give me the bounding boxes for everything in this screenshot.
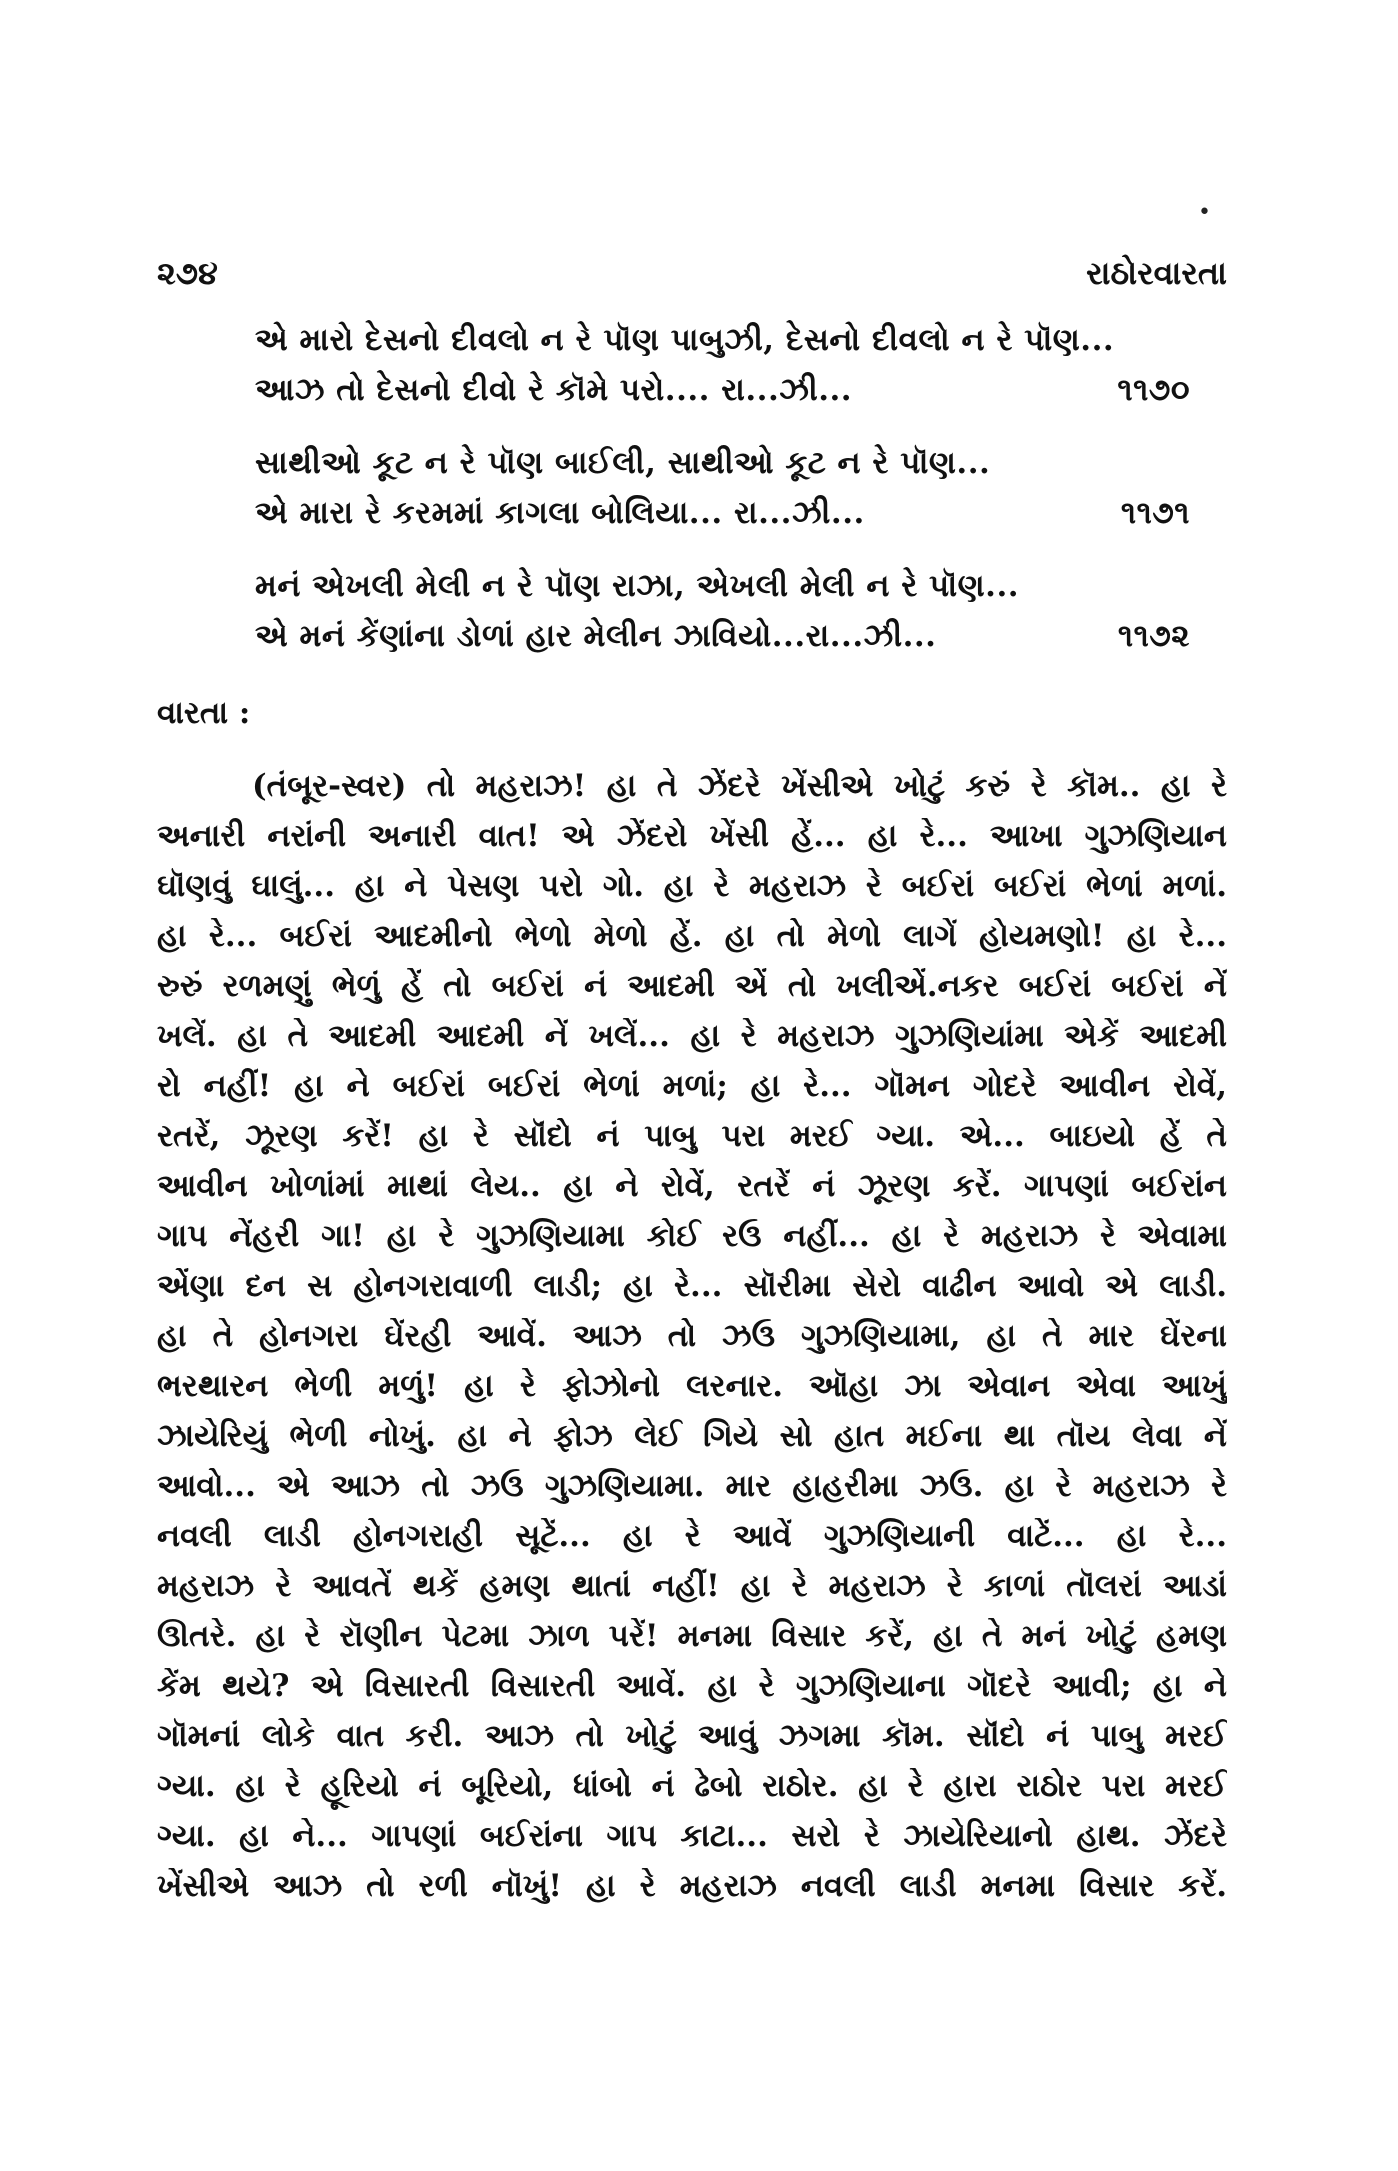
verse-line-text: એ મારા રે કરમમાં કાગલા બોલિયા... રા...ઝી... [255,495,865,531]
verse-line-text: એ મારો દેસનો દીવલો ન રે પૉણ પાબુઝી, દેસનો દીવલો ન રે પૉણ... [255,322,1115,358]
prose-line: ગૉમનાં લોકે વાત કરી. આઝ તો ખોટું આવું ઝગમા કૉમ. સૉંદો નં પાબુ મરઈ [157,1718,1227,1754]
verse-line-text: આઝ તો દેસનો દીવો રે કૉમે પરો.... રા...ઝી... [255,372,853,408]
verse-line [255,372,1235,422]
prose-line: કેંમ થયે? એ વિસારતી વિસારતી આવેં. હા રે ગુઝણિયાના ગૉદરે આવી; હા ને [157,1668,1227,1704]
verse-number: ૧૧૭૦ [1117,372,1190,408]
prose-line: હા તે હોનગરા ઘેંરહી આવેં. આઝ તો ઝઉં ગુઝણિયામા, હા તે માર ઘેંરના [157,1318,1227,1354]
prose-line: ગાપ નેંહરી ગા! હા રે ગુઝણિયામા કોઈ રઉં નહીં... હા રે મહરાઝ રે એવામા [157,1218,1227,1254]
prose-paragraph [157,768,1227,1918]
prose-line: હા રે... બઈરાં આદમીનો ભેળો મેળો હેં. હા તો મેળો લાગેં હોયમણો! હા રે... [157,918,1227,954]
prose-line: ઊતરે. હા રે રૉણીન પેટમા ઝાળ પરેં! મનમા વિસાર કરેં, હા તે મનં ખોટું હમણ [157,1618,1227,1654]
corner-dot-mark: • [1198,200,1211,225]
verse-number: ૧૧૭૧ [1120,495,1190,531]
prose-line: નવલી લાડી હોનગરાહી સૂટેં... હા રે આવેં ગુઝણિયાની વાટેં... હા રે... [157,1518,1227,1554]
prose-line: આવીન ખોળાંમાં માથાં લેય.. હા ને રોવેં, રતરેં નં ઝૂરણ કરેં. ગાપણાં બઈરાંન [157,1168,1227,1204]
running-title: રાઠોરવારતા [1086,253,1227,292]
verse-line [255,618,1235,668]
prose-line: ભરથારન ભેળી મળું! હા રે ફોઝોનો લરનાર. ઑહા ઝા એવાન એવા આખું [157,1368,1227,1404]
page-header [157,248,1227,298]
verse-line [255,445,1235,495]
verse-line-text: મનં એખલી મેલી ન રે પૉણ રાઝા, એખલી મેલી ન રે પૉણ... [255,568,1020,604]
verse-line [255,322,1235,372]
verse-stanza-1171 [255,445,1235,545]
prose-line: ખલેં. હા તે આદમી આદમી નેં ખલેં... હા રે મહરાઝ ગુઝણિયાંમા એકેં આદમી [157,1018,1227,1054]
verse-line-text: સાથીઓ કૂટ ન રે પૉણ બાઈલી, સાથીઓ કૂટ ન રે પૉણ... [255,445,991,481]
prose-line: આવો... એ આઝ તો ઝઉં ગુઝણિયામા. માર હાહરીમા ઝઉં. હા રે મહરાઝ રે [157,1468,1227,1504]
page-number: ૨૭૪ [157,253,218,292]
verse-stanza-1170 [255,322,1235,422]
verse-number: ૧૧૭૨ [1117,618,1190,654]
prose-line: ઝાયેરિયું ભેળી નોખું. હા ને ફોઝ લેઈ ગિયે સો હાત મઈના થા તૉય લેવા નેં [157,1418,1227,1454]
prose-line: રતરેં, ઝૂરણ કરેં! હા રે સૉંદો નં પાબુ પરા મરઈ ગ્યા. એ... બાઇયો હેં તે [157,1118,1227,1154]
prose-line: રુરું રળમણું ભેળું હેં તો બઈરાં નં આદમી એં તો ખલીએં.નકર બઈરાં બઈરાં નેં [157,968,1227,1004]
verse-line [255,568,1235,618]
verse-stanza-1172 [255,568,1235,668]
prose-line: ગ્યા. હા રે હૂરિયો નં બૂરિયો, ધાંબો નં ઢેબો રાઠોર. હા રે હારા રાઠોર પરા મરઈ [157,1768,1227,1804]
prose-line: ખેંસીએ આઝ તો રળી નૉખું! હા રે મહરાઝ નવલી લાડી મનમા વિસાર કરેં. [157,1868,1227,1904]
verse-line [255,495,1235,545]
prose-line: રો નહીં! હા ને બઈરાં બઈરાં ભેળાં મળાં; હા રે... ગૉમન ગોદરે આવીન રોવેં, [157,1068,1227,1104]
prose-line: અનારી નરાંની અનારી વાત! એ ઝેંદરો ખેંસી હેં... હા રે... આખા ગુઝણિયાન [157,818,1227,854]
prose-line: ગ્યા. હા ને... ગાપણાં બઈરાંના ગાપ કાટા... સરો રે ઝાયેરિયાનો હાથ. ઝેંદરે [157,1818,1227,1854]
prose-line: મહરાઝ રે આવતેં થકેં હમણ થાતાં નહીં! હા રે મહરાઝ રે કાળાં તૉલરાં આડાં [157,1568,1227,1604]
verse-line-text: એ મનં કેંણાંના ડોળાં હાર મેલીન ઝાવિયો...રા...ઝી... [255,618,937,654]
prose-line: (તંબૂર-સ્વર) તો મહરાઝ! હા તે ઝેંદરે ખેંસીએ ખોટું કરું રે કૉમ.. હા રે [252,768,1227,804]
prose-line: ઘૉણવું ઘાલું... હા ને પેસણ પરો ગો. હા રે મહરાઝ રે બઈરાં બઈરાં ભેળાં મળાં. [157,868,1227,904]
section-title: વારતા : [157,695,251,731]
prose-line: એંણા દન સ હોનગરાવાળી લાડી; હા રે... સૉરીમા સેરો વાઢીન આવો એ લાડી. [157,1268,1227,1304]
